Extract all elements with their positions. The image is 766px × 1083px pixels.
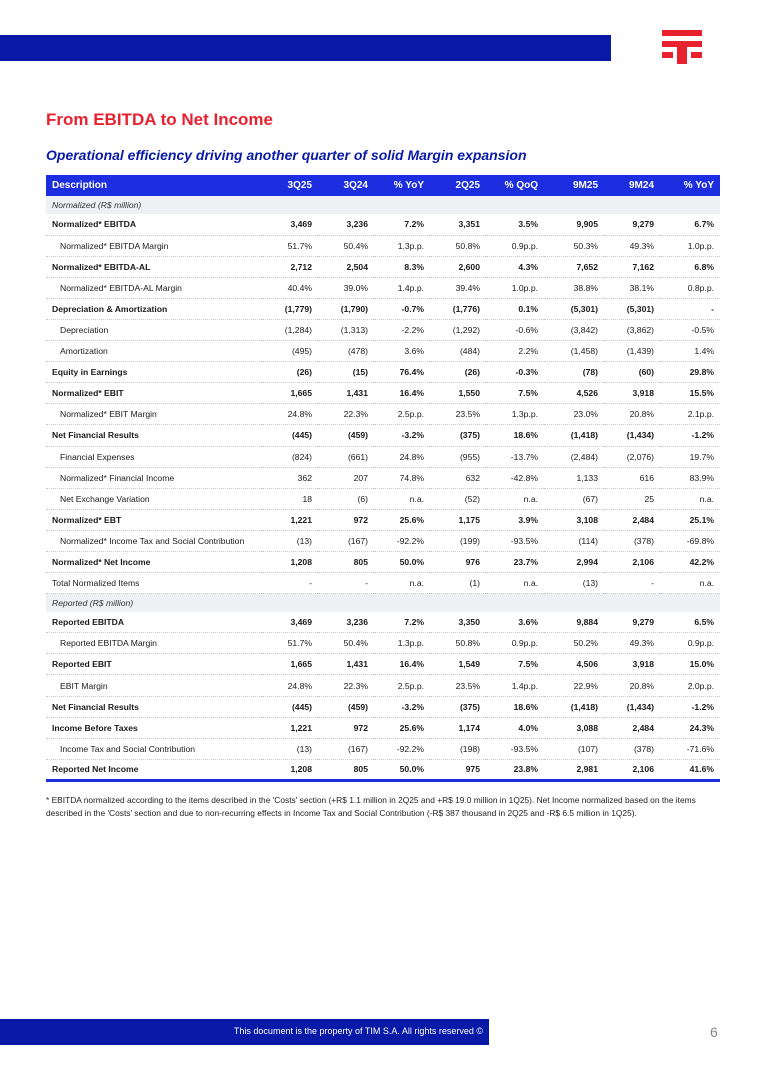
- table-cell: 25.6%: [374, 717, 430, 738]
- table-cell: (2,076): [604, 446, 660, 467]
- table-cell: -1.2%: [660, 425, 720, 446]
- table-row: [46, 612, 720, 633]
- table-cell: 1.4%: [660, 341, 720, 362]
- table-cell: 49.3%: [604, 235, 660, 256]
- table-cell: (167): [318, 530, 374, 551]
- row-label: Normalized* EBIT Margin: [46, 404, 262, 425]
- table-row: [46, 467, 720, 488]
- section-label: Reported (R$ million): [52, 597, 134, 608]
- table-cell: (661): [318, 446, 374, 467]
- footnote: * EBITDA normalized according to the items described in the 'Costs' section (+R$ 1.1 million in 2Q25 and +R$ 19.0 million in 1Q25). Net Income normalized based on the items described in the 'Costs' section and due to non-recurring effects in Income Tax and Social Contribution (-R$ 387 thousand in 2Q25 and -R$ 6.5 million in 1Q25).: [46, 795, 696, 818]
- table-cell: (1,776): [430, 298, 486, 319]
- table-cell: 1.3p.p.: [374, 633, 430, 654]
- table-cell: 3,108: [544, 509, 604, 530]
- table-cell: (13): [544, 573, 604, 594]
- table-cell: 25.1%: [660, 509, 720, 530]
- table-cell: 1,665: [262, 383, 318, 404]
- table-cell: 24.8%: [262, 404, 318, 425]
- table-cell: 2,994: [544, 552, 604, 573]
- table-cell: n.a.: [660, 573, 720, 594]
- page-number: 6: [710, 1024, 718, 1040]
- table-row: [46, 277, 720, 298]
- row-label: Normalized* Income Tax and Social Contribution: [46, 530, 262, 551]
- table-cell: 7,652: [544, 256, 604, 277]
- table-cell: (6): [318, 488, 374, 509]
- row-label: Normalized* EBITDA Margin: [46, 235, 262, 256]
- table-cell: (13): [262, 530, 318, 551]
- table-cell: 49.3%: [604, 633, 660, 654]
- table-cell: 2.5p.p.: [374, 404, 430, 425]
- table-row: [46, 573, 720, 594]
- table-cell: 2.0p.p.: [660, 675, 720, 696]
- table-cell: 19.7%: [660, 446, 720, 467]
- copyright-text: This document is the property of TIM S.A. All rights reserved ©: [233, 1026, 483, 1036]
- row-label: Income Before Taxes: [46, 717, 262, 738]
- footer-banner: [0, 1019, 489, 1045]
- table-cell: 3.5%: [486, 214, 544, 235]
- table-cell: (378): [604, 738, 660, 759]
- table-cell: 1,221: [262, 717, 318, 738]
- table-cell: 3,088: [544, 717, 604, 738]
- table-cell: (15): [318, 362, 374, 383]
- table-cell: n.a.: [660, 488, 720, 509]
- table-cell: 2,484: [604, 509, 660, 530]
- top-banner: [0, 35, 611, 61]
- table-cell: n.a.: [486, 488, 544, 509]
- table-cell: 2.5p.p.: [374, 675, 430, 696]
- table-cell: 0.9p.p.: [486, 235, 544, 256]
- table-cell: 20.8%: [604, 675, 660, 696]
- table-row: [46, 696, 720, 717]
- table-cell: 23.5%: [430, 404, 486, 425]
- table-cell: (52): [430, 488, 486, 509]
- table-cell: 976: [430, 552, 486, 573]
- table-row: [46, 446, 720, 467]
- table-cell: (60): [604, 362, 660, 383]
- table-cell: 7,162: [604, 256, 660, 277]
- table-cell: -1.2%: [660, 696, 720, 717]
- row-label: EBIT Margin: [46, 675, 262, 696]
- table-cell: 51.7%: [262, 633, 318, 654]
- table-cell: (445): [262, 425, 318, 446]
- table-cell: 207: [318, 467, 374, 488]
- table-cell: (5,301): [604, 298, 660, 319]
- table-cell: 3.9%: [486, 509, 544, 530]
- table-cell: -2.2%: [374, 319, 430, 340]
- row-label: Reported EBITDA Margin: [46, 633, 262, 654]
- table-header: [46, 175, 720, 196]
- table-cell: (478): [318, 341, 374, 362]
- table-cell: 1.0p.p.: [660, 235, 720, 256]
- row-label: Net Financial Results: [46, 425, 262, 446]
- row-label: Normalized* EBT: [46, 509, 262, 530]
- table-cell: 15.5%: [660, 383, 720, 404]
- table-cell: (1,434): [604, 696, 660, 717]
- section-label: Normalized (R$ million): [52, 200, 142, 210]
- row-label: Normalized* Net Income: [46, 552, 262, 573]
- table-row: [46, 654, 720, 675]
- header-cell: 9M24: [628, 180, 654, 191]
- table-cell: -69.8%: [660, 530, 720, 551]
- table-cell: 29.8%: [660, 362, 720, 383]
- tim-logo: [662, 30, 702, 64]
- table-cell: 23.8%: [486, 759, 544, 780]
- table-row: [46, 488, 720, 509]
- table-cell: 2,504: [318, 256, 374, 277]
- table-cell: -92.2%: [374, 530, 430, 551]
- table-cell: 616: [604, 467, 660, 488]
- table-cell: 38.1%: [604, 277, 660, 298]
- table-row: [46, 256, 720, 277]
- table-cell: 972: [318, 509, 374, 530]
- table-cell: 3,918: [604, 654, 660, 675]
- table-cell: (1,284): [262, 319, 318, 340]
- table-row: [46, 341, 720, 362]
- table-cell: -3.2%: [374, 425, 430, 446]
- table-cell: (1,779): [262, 298, 318, 319]
- table-cell: (13): [262, 738, 318, 759]
- table-cell: (955): [430, 446, 486, 467]
- table-cell: 2,106: [604, 759, 660, 780]
- table-row: [46, 235, 720, 256]
- header-cell: 2Q25: [455, 180, 480, 191]
- table-body: [46, 196, 720, 780]
- row-label: Reported EBIT: [46, 654, 262, 675]
- table-cell: 4.3%: [486, 256, 544, 277]
- table-cell: 2.2%: [486, 341, 544, 362]
- table-cell: (1,292): [430, 319, 486, 340]
- table-cell: (26): [430, 362, 486, 383]
- table-cell: -92.2%: [374, 738, 430, 759]
- table-cell: 7.2%: [374, 612, 430, 633]
- table-cell: 18.6%: [486, 696, 544, 717]
- header-cell: 3Q25: [287, 180, 312, 191]
- table-cell: -: [262, 573, 318, 594]
- table-cell: n.a.: [374, 488, 430, 509]
- table-cell: 3,918: [604, 383, 660, 404]
- table-cell: (1,434): [604, 425, 660, 446]
- table-cell: 1.4p.p.: [374, 277, 430, 298]
- table-cell: 632: [430, 467, 486, 488]
- table-cell: (1,790): [318, 298, 374, 319]
- table-cell: 18: [262, 488, 318, 509]
- table-cell: 1,208: [262, 759, 318, 780]
- table-cell: 975: [430, 759, 486, 780]
- table-cell: (5,301): [544, 298, 604, 319]
- table-cell: 362: [262, 467, 318, 488]
- table-cell: 50.8%: [430, 633, 486, 654]
- table-cell: 805: [318, 552, 374, 573]
- table-cell: 1.0p.p.: [486, 277, 544, 298]
- table-cell: 3,469: [262, 612, 318, 633]
- table-cell: 74.8%: [374, 467, 430, 488]
- table-cell: 1,133: [544, 467, 604, 488]
- table-cell: 51.7%: [262, 235, 318, 256]
- table-cell: -3.2%: [374, 696, 430, 717]
- table-cell: 9,884: [544, 612, 604, 633]
- table-cell: 805: [318, 759, 374, 780]
- row-label: Normalized* EBITDA-AL Margin: [46, 277, 262, 298]
- table-cell: -0.3%: [486, 362, 544, 383]
- row-label: Net Exchange Variation: [46, 488, 262, 509]
- table-cell: 8.3%: [374, 256, 430, 277]
- table-cell: (1,458): [544, 341, 604, 362]
- table-cell: -93.5%: [486, 738, 544, 759]
- header-cell: 9M25: [572, 180, 598, 191]
- section-row: [46, 594, 720, 612]
- page-subtitle: Operational efficiency driving another quarter of solid Margin expansion: [46, 147, 527, 163]
- table-cell: (1,418): [544, 425, 604, 446]
- row-label: Amortization: [46, 341, 262, 362]
- table-cell: 24.8%: [374, 446, 430, 467]
- table-cell: 6.8%: [660, 256, 720, 277]
- table-cell: 39.4%: [430, 277, 486, 298]
- table-cell: -0.5%: [660, 319, 720, 340]
- table-cell: 1,175: [430, 509, 486, 530]
- header-cell: Description: [52, 180, 108, 191]
- table-cell: 4,506: [544, 654, 604, 675]
- table-cell: 2,712: [262, 256, 318, 277]
- section-row: [46, 196, 720, 214]
- table-cell: -: [318, 573, 374, 594]
- row-label: Total Normalized Items: [46, 573, 262, 594]
- row-label: Equity in Earnings: [46, 362, 262, 383]
- table-cell: 3,236: [318, 214, 374, 235]
- table-cell: -0.7%: [374, 298, 430, 319]
- table-cell: 1,208: [262, 552, 318, 573]
- table-cell: (1,418): [544, 696, 604, 717]
- table-cell: -0.6%: [486, 319, 544, 340]
- table-cell: -93.5%: [486, 530, 544, 551]
- table-cell: 0.1%: [486, 298, 544, 319]
- table-cell: 40.4%: [262, 277, 318, 298]
- table-cell: 20.8%: [604, 404, 660, 425]
- table-cell: -71.6%: [660, 738, 720, 759]
- table-cell: 22.9%: [544, 675, 604, 696]
- table-cell: 4,526: [544, 383, 604, 404]
- row-label: Normalized* EBIT: [46, 383, 262, 404]
- table-row: [46, 738, 720, 759]
- table-row: [46, 425, 720, 446]
- table-row: [46, 675, 720, 696]
- table-cell: 76.4%: [374, 362, 430, 383]
- table-cell: 42.2%: [660, 552, 720, 573]
- table-cell: 16.4%: [374, 654, 430, 675]
- table-cell: (26): [262, 362, 318, 383]
- table-cell: 1,665: [262, 654, 318, 675]
- table-cell: 23.0%: [544, 404, 604, 425]
- table-cell: 2,484: [604, 717, 660, 738]
- header-cell: % QoQ: [504, 180, 538, 191]
- table-cell: 7.5%: [486, 654, 544, 675]
- table-row: [46, 383, 720, 404]
- table-cell: 50.3%: [544, 235, 604, 256]
- table-row: [46, 759, 720, 780]
- table-cell: -: [660, 298, 720, 319]
- table-cell: 7.2%: [374, 214, 430, 235]
- table-cell: 3,469: [262, 214, 318, 235]
- page-title: From EBITDA to Net Income: [46, 110, 273, 129]
- table-row: [46, 717, 720, 738]
- table-cell: (67): [544, 488, 604, 509]
- table-cell: 3,236: [318, 612, 374, 633]
- row-label: Reported Net Income: [46, 759, 262, 780]
- table-cell: (3,862): [604, 319, 660, 340]
- table-cell: 83.9%: [660, 467, 720, 488]
- row-label: Normalized* EBITDA-AL: [46, 256, 262, 277]
- table-cell: (445): [262, 696, 318, 717]
- table-cell: 9,905: [544, 214, 604, 235]
- table-cell: 22.3%: [318, 404, 374, 425]
- row-label: Income Tax and Social Contribution: [46, 738, 262, 759]
- table-cell: 41.6%: [660, 759, 720, 780]
- table-cell: 6.5%: [660, 612, 720, 633]
- table-cell: 50.2%: [544, 633, 604, 654]
- table-cell: 25.6%: [374, 509, 430, 530]
- table-cell: 3,351: [430, 214, 486, 235]
- table-cell: n.a.: [374, 573, 430, 594]
- table-cell: 50.4%: [318, 633, 374, 654]
- header-cell: % YoY: [393, 180, 424, 191]
- table-cell: (375): [430, 696, 486, 717]
- table-cell: 972: [318, 717, 374, 738]
- table-cell: 1,431: [318, 383, 374, 404]
- table-row: [46, 214, 720, 235]
- table-cell: (167): [318, 738, 374, 759]
- table-cell: 0.9p.p.: [486, 633, 544, 654]
- header-cell: 3Q24: [343, 180, 368, 191]
- table-cell: 15.0%: [660, 654, 720, 675]
- table-cell: 25: [604, 488, 660, 509]
- table-cell: 38.8%: [544, 277, 604, 298]
- table-cell: (375): [430, 425, 486, 446]
- table-cell: 3,350: [430, 612, 486, 633]
- table-cell: (1,313): [318, 319, 374, 340]
- table-cell: 23.5%: [430, 675, 486, 696]
- row-label: Depreciation & Amortization: [46, 298, 262, 319]
- row-label: Reported EBITDA: [46, 612, 262, 633]
- row-label: Normalized* Financial Income: [46, 467, 262, 488]
- table-cell: -13.7%: [486, 446, 544, 467]
- table-cell: 1,550: [430, 383, 486, 404]
- table-cell: (198): [430, 738, 486, 759]
- table-cell: 6.7%: [660, 214, 720, 235]
- table-cell: 7.5%: [486, 383, 544, 404]
- table-cell: 3.6%: [486, 612, 544, 633]
- table-cell: 1.3p.p.: [374, 235, 430, 256]
- table-cell: 2.1p.p.: [660, 404, 720, 425]
- table-cell: (459): [318, 425, 374, 446]
- table-cell: (78): [544, 362, 604, 383]
- table-cell: 23.7%: [486, 552, 544, 573]
- table-cell: 0.8p.p.: [660, 277, 720, 298]
- table-row: [46, 633, 720, 654]
- table-cell: 18.6%: [486, 425, 544, 446]
- table-cell: n.a.: [486, 573, 544, 594]
- table-cell: (824): [262, 446, 318, 467]
- table-cell: 39.0%: [318, 277, 374, 298]
- table-row: [46, 404, 720, 425]
- table-cell: 9,279: [604, 612, 660, 633]
- table-cell: 24.8%: [262, 675, 318, 696]
- row-label: Depreciation: [46, 319, 262, 340]
- table-row: [46, 552, 720, 573]
- table-row: [46, 509, 720, 530]
- row-label: Net Financial Results: [46, 696, 262, 717]
- table-cell: 4.0%: [486, 717, 544, 738]
- table-cell: 2,600: [430, 256, 486, 277]
- table-cell: 1,174: [430, 717, 486, 738]
- table-cell: 1,549: [430, 654, 486, 675]
- table-cell: (495): [262, 341, 318, 362]
- table-cell: (114): [544, 530, 604, 551]
- table-cell: 1,431: [318, 654, 374, 675]
- ebitda-net-income-table: [46, 175, 720, 782]
- table-cell: (3,842): [544, 319, 604, 340]
- table-row: [46, 530, 720, 551]
- table-cell: (459): [318, 696, 374, 717]
- table-cell: (107): [544, 738, 604, 759]
- table-cell: 2,981: [544, 759, 604, 780]
- table-cell: 9,279: [604, 214, 660, 235]
- table-cell: 50.8%: [430, 235, 486, 256]
- table-cell: (2,484): [544, 446, 604, 467]
- table-cell: (1,439): [604, 341, 660, 362]
- table-cell: -42.8%: [486, 467, 544, 488]
- table-row: [46, 319, 720, 340]
- table-cell: 50.4%: [318, 235, 374, 256]
- table-cell: -: [604, 573, 660, 594]
- table-cell: (1): [430, 573, 486, 594]
- table-cell: 50.0%: [374, 552, 430, 573]
- table-cell: 3.6%: [374, 341, 430, 362]
- table-cell: (199): [430, 530, 486, 551]
- table-cell: 0.9p.p.: [660, 633, 720, 654]
- table-cell: (378): [604, 530, 660, 551]
- table-cell: 50.0%: [374, 759, 430, 780]
- header-cell: % YoY: [683, 180, 714, 191]
- table-cell: 2,106: [604, 552, 660, 573]
- table-row: [46, 298, 720, 319]
- table-cell: 24.3%: [660, 717, 720, 738]
- table-cell: (484): [430, 341, 486, 362]
- table-row: [46, 362, 720, 383]
- row-label: Financial Expenses: [46, 446, 262, 467]
- row-label: Normalized* EBITDA: [46, 214, 262, 235]
- table-cell: 16.4%: [374, 383, 430, 404]
- table-cell: 1,221: [262, 509, 318, 530]
- table-cell: 22.3%: [318, 675, 374, 696]
- table-cell: 1.4p.p.: [486, 675, 544, 696]
- table-cell: 1.3p.p.: [486, 404, 544, 425]
